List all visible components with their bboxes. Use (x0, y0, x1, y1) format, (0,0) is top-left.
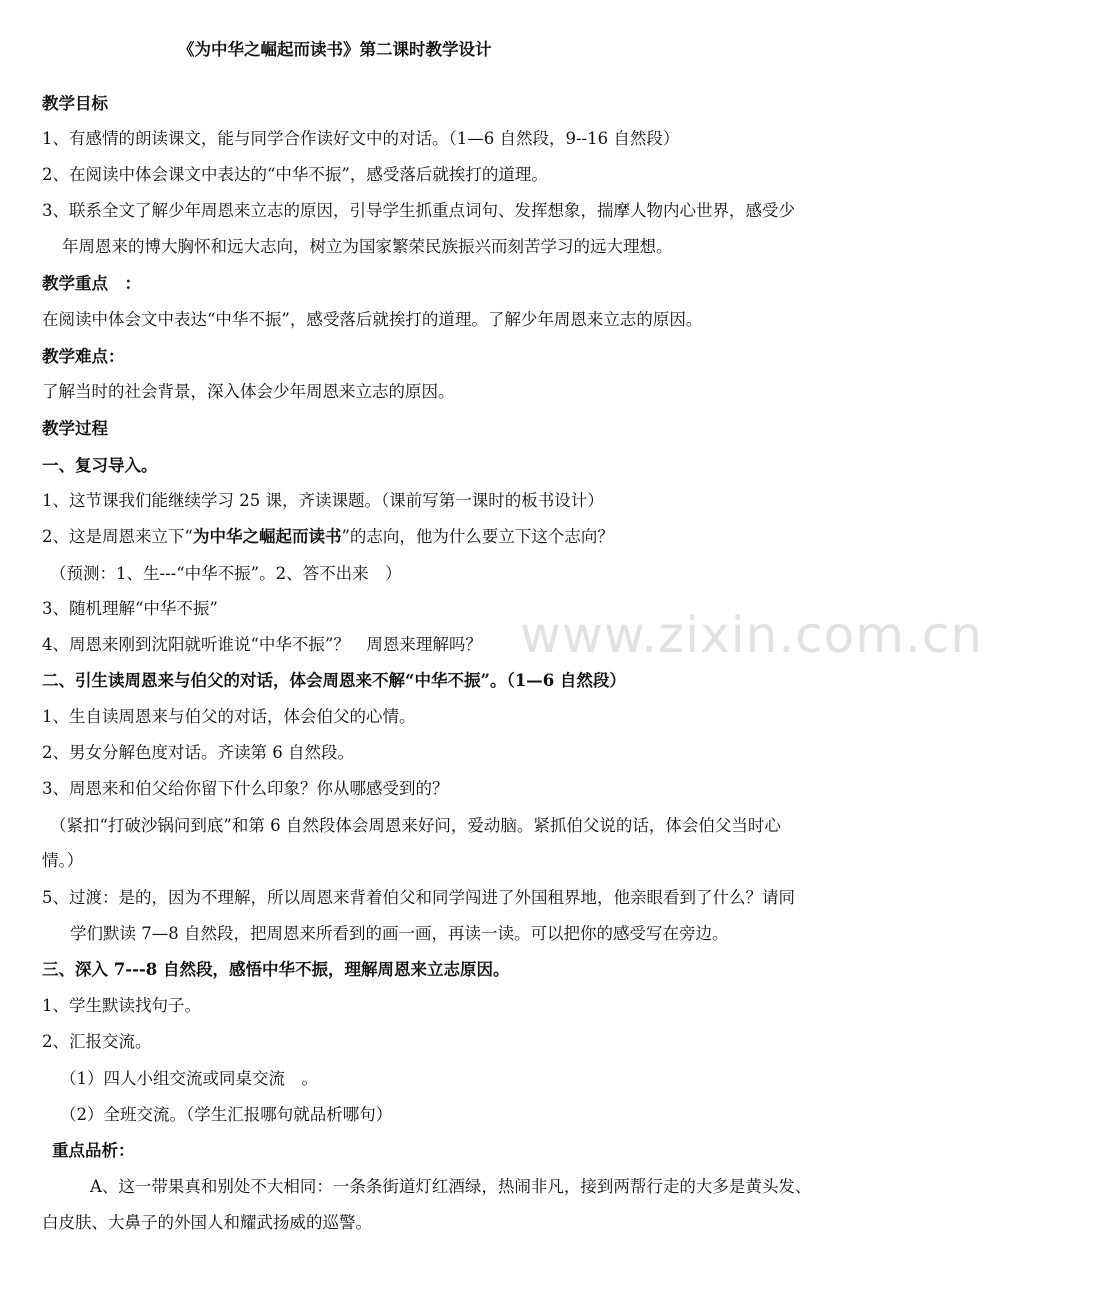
step-1-prediction: （预测：1、生---“中华不振”。2、答不出来 ） (50, 564, 402, 583)
step-2-item-5: 5、过渡：是的，因为不理解，所以周恩来背着伯父和同学闯进了外国租界地，他亲眼看到了什么？请同 (42, 888, 795, 907)
text-span: 2、这是周恩来立下“ (42, 527, 193, 546)
analysis-a: A、这一带果真和别处不大相同：一条条街道灯红酒绿，热闹非凡，接到两帮行走的大多是黄头发、 (90, 1177, 812, 1196)
step-2-item-5-cont: 学们默读 7—8 自然段，把周恩来所看到的画一画，再读一读。可以把你的感受写在旁边。 (70, 924, 729, 943)
step-1-heading: 一、复习导入。 (42, 456, 158, 475)
key-points-text: 在阅读中体会文中表达“中华不振”，感受落后就挨打的道理。了解少年周恩来立志的原因。 (42, 310, 703, 329)
watermark: www.zixin.com.cn (520, 606, 984, 664)
step-3-item-2: 2、汇报交流。 (42, 1032, 152, 1051)
step-1-item-2 (42, 526, 890, 548)
text-span: ”的志向，他为什么要立下这个志向？ (341, 527, 614, 546)
step-3-sub-1: （1）四人小组交流或同桌交流 。 (60, 1069, 318, 1088)
step-3-sub-2: （2）全班交流。（学生汇报哪句就品析哪句） (60, 1105, 393, 1124)
step-3-heading: 三、深入 7---8 自然段，感悟中华不振，理解周恩来立志原因。 (42, 960, 510, 979)
step-2-heading: 二、引生读周恩来与伯父的对话，体会周恩来不解“中华不振”。（1—6 自然段） (42, 671, 626, 690)
objective-1: 1、有感情的朗读课文，能与同学合作读好文中的对话。（1—6 自然段，9--16 自然段） (42, 129, 680, 148)
difficulties-text: 了解当时的社会背景，深入体会少年周恩来立志的原因。 (42, 382, 455, 401)
analysis-a-cont: 白皮肤、大鼻子的外国人和耀武扬威的巡警。 (42, 1213, 372, 1232)
step-3-item-1: 1、学生默读找句子。 (42, 996, 201, 1015)
objective-2: 2、在阅读中体会课文中表达的“中华不振”，感受落后就挨打的道理。 (42, 165, 548, 184)
step-1-item-1: 1、这节课我们能继续学习 25 课，齐读课题。（课前写第一课时的板书设计） (42, 491, 604, 510)
section-heading-process: 教学过程 (42, 419, 108, 438)
section-heading-objectives: 教学目标 (42, 94, 108, 113)
section-heading-key-points: 教学重点 ： (42, 274, 141, 293)
step-1-item-3: 3、随机理解“中华不振” (42, 599, 218, 618)
objective-3: 3、联系全文了解少年周恩来立志的原因，引导学生抓重点词句、发挥想象，揣摩人物内心世界，感受少 (42, 201, 795, 220)
step-2-item-2: 2、男女分解色度对话。齐读第 6 自然段。 (42, 743, 354, 762)
step-2-note-cont: 情。） (42, 851, 84, 870)
focus-analysis-heading: 重点品析： (52, 1141, 135, 1160)
step-2-item-1: 1、生自读周恩来与伯父的对话，体会伯父的心情。 (42, 707, 416, 726)
step-2-item-3: 3、周恩来和伯父给你留下什么印象？你从哪感受到的？ (42, 779, 449, 798)
step-2-note: （紧扣“打破沙锅问到底”和第 6 自然段体会周恩来好问，爱动脑。紧抓伯父说的话，体会伯父当时心 (50, 816, 781, 835)
step-1-item-4: 4、周恩来刚到沈阳就听谁说“中华不振”？ 周恩来理解吗？ (42, 635, 482, 654)
document-title: 《为中华之崛起而读书》第二课时教学设计 (178, 40, 492, 59)
quoted-title: 为中华之崛起而读书 (192, 527, 342, 546)
objective-3-cont: 年周恩来的博大胸怀和远大志向，树立为国家繁荣民族振兴而刻苦学习的远大理想。 (62, 237, 673, 256)
section-heading-difficulties: 教学难点： (42, 347, 125, 366)
